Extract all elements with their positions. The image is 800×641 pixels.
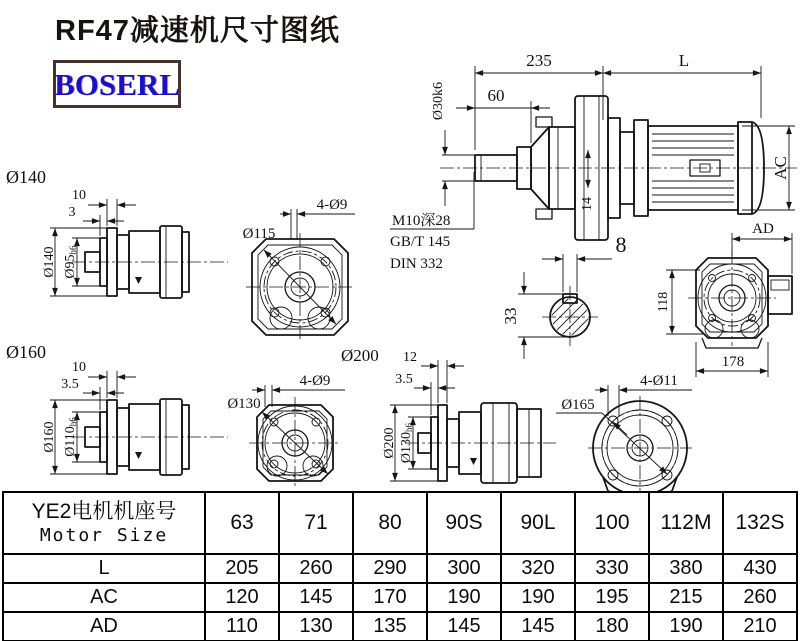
motor-flange-view-linework xyxy=(588,396,692,495)
front130-dim-dia: Ø130 xyxy=(227,396,261,412)
rear-dim-AD: AD xyxy=(752,221,774,237)
value-cell: 205 xyxy=(205,554,279,583)
value-cell: 145 xyxy=(501,612,575,641)
front115-dim-dia: Ø115 xyxy=(242,226,276,242)
col-header-112M: 112M xyxy=(649,492,723,554)
table-row-AD xyxy=(3,612,797,641)
motor-flange-dim-dia: Ø165 xyxy=(561,397,595,413)
flange160-dim-spigot: Ø110h6 xyxy=(63,417,78,457)
front115-view-dimensions xyxy=(243,197,355,324)
col-header-100: 100 xyxy=(575,492,649,554)
flange200-view-dimensions xyxy=(341,346,464,481)
dim-AC: AC xyxy=(771,156,790,180)
key-height-dim: 33 xyxy=(501,307,520,325)
value-cell: 260 xyxy=(279,554,353,583)
flange200-view-linework xyxy=(405,403,556,483)
value-cell: 110 xyxy=(205,612,279,641)
dim-shaft-dia: Ø30k6 xyxy=(431,81,446,121)
col-header-63: 63 xyxy=(205,492,279,554)
value-cell: 380 xyxy=(649,554,723,583)
flange200-dim-od: Ø200 xyxy=(382,427,397,459)
value-cell: 130 xyxy=(279,612,353,641)
value-cell: 195 xyxy=(575,583,649,612)
value-cell: 320 xyxy=(501,554,575,583)
dim-60: 60 xyxy=(487,86,505,105)
flange160-label: Ø160 xyxy=(6,342,46,362)
motor-size-header-cell xyxy=(3,492,205,554)
key-section-linework xyxy=(525,272,610,357)
table-row-L xyxy=(3,554,797,583)
key-width-dim: 8 xyxy=(615,232,627,257)
row-label-AC: AC xyxy=(3,583,205,612)
logo-text: BOSERL xyxy=(54,66,180,102)
dim-235: 235 xyxy=(526,51,552,70)
flange140-label: Ø140 xyxy=(6,167,46,187)
value-cell: 330 xyxy=(575,554,649,583)
flange200-dim-12: 12 xyxy=(403,350,417,365)
col-header-80: 80 xyxy=(353,492,427,554)
flange200-label: Ø200 xyxy=(341,346,379,365)
row-label-L: L xyxy=(3,554,205,583)
value-cell: 145 xyxy=(279,583,353,612)
flange200-dim-35: 3.5 xyxy=(395,372,413,387)
flange160-dim-35: 3.5 xyxy=(61,377,79,392)
flange140-dim-spigot: Ø95h6 xyxy=(63,245,78,279)
thread-note-line1: M10深28 xyxy=(392,213,451,229)
motor-size-header-en: Motor Size xyxy=(39,525,169,547)
col-header-71: 71 xyxy=(279,492,353,554)
flange140-view-linework xyxy=(72,226,228,298)
table-row-AC xyxy=(3,583,797,612)
col-header-132S: 132S xyxy=(723,492,797,554)
col-header-90S: 90S xyxy=(427,492,501,554)
dimension-table xyxy=(2,491,798,641)
value-cell: 190 xyxy=(649,612,723,641)
value-cell: 190 xyxy=(427,583,501,612)
rear-view-linework xyxy=(688,250,792,348)
thread-note-line2: GB/T 145 xyxy=(390,234,451,250)
value-cell: 120 xyxy=(205,583,279,612)
value-cell: 430 xyxy=(723,554,797,583)
value-cell: 170 xyxy=(353,583,427,612)
value-cell: 215 xyxy=(649,583,723,612)
thread-note-line3: DIN 332 xyxy=(390,256,443,272)
value-cell: 135 xyxy=(353,612,427,641)
front130-dim-holes: 4-Ø9 xyxy=(299,373,331,389)
value-cell: 290 xyxy=(353,554,427,583)
value-cell: 180 xyxy=(575,612,649,641)
value-cell: 190 xyxy=(501,583,575,612)
flange160-dim-10: 10 xyxy=(72,360,86,375)
row-label-AD: AD xyxy=(3,612,205,641)
value-cell: 300 xyxy=(427,554,501,583)
dim-L: L xyxy=(678,51,690,70)
flange140-dim-od: Ø140 xyxy=(42,246,57,278)
value-cell: 260 xyxy=(723,583,797,612)
value-cell: 210 xyxy=(723,612,797,641)
rear-dim-118: 118 xyxy=(656,291,671,313)
rear-dim-178: 178 xyxy=(721,354,745,370)
col-header-90L: 90L xyxy=(501,492,575,554)
front115-dim-holes: 4-Ø9 xyxy=(316,197,348,213)
flange160-view-linework xyxy=(72,399,228,475)
flange140-dim-10: 10 xyxy=(72,188,86,203)
motor-flange-dim-holes: 4-Ø11 xyxy=(640,373,678,389)
motor-size-header-cn: YE2电机机座号 xyxy=(31,500,177,524)
dim-14: 14 xyxy=(580,197,595,211)
flange200-dim-spigot: Ø130h6 xyxy=(399,422,414,464)
value-cell: 145 xyxy=(427,612,501,641)
flange140-dim-3: 3 xyxy=(68,205,76,220)
table-header-row xyxy=(3,492,797,554)
page-title: RF47减速机尺寸图纸 xyxy=(55,15,340,47)
flange160-dim-od: Ø160 xyxy=(42,421,57,453)
